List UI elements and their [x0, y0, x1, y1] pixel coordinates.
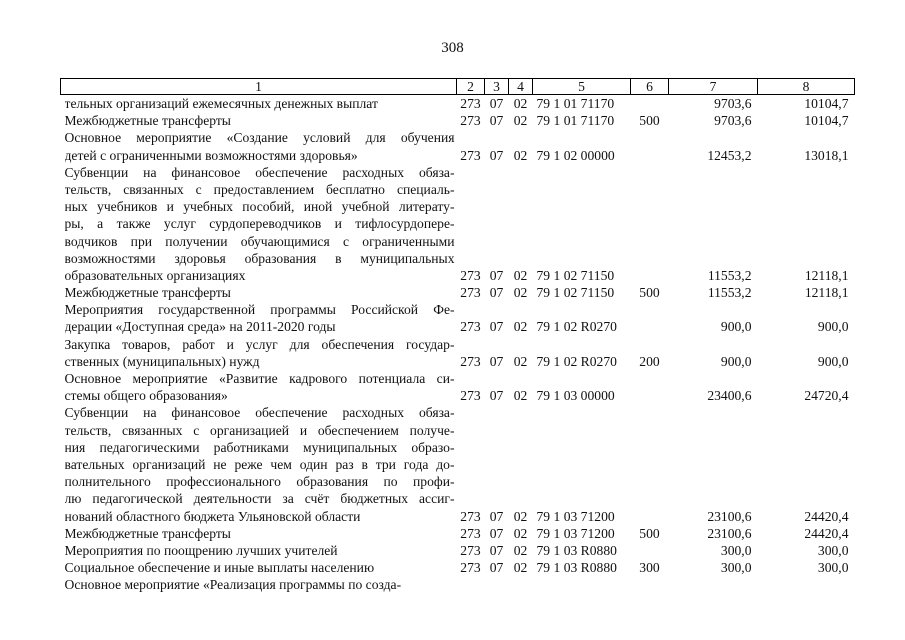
chapter-code: 273 [460, 267, 481, 283]
amount-col8 [758, 576, 855, 593]
row-description [61, 525, 457, 542]
target-article-code: 79 1 03 R0880 [536, 542, 617, 558]
table-row [61, 404, 855, 524]
target-article-code: 79 1 01 71170 [536, 96, 615, 111]
row-description [61, 404, 457, 524]
row-description [61, 559, 457, 576]
header-cell: 6 [631, 79, 669, 95]
expense-type-code [631, 301, 669, 335]
description-line: стемы общего образования» [64, 388, 228, 404]
table-body [61, 95, 855, 594]
amount-col8: 12118,1 [804, 267, 849, 283]
section-code: 07 [489, 560, 504, 576]
expense-type-code [631, 129, 669, 163]
header-cell: 4 [509, 79, 533, 95]
description-line: ния педагогическими работниками муниципальных образо- [64, 439, 455, 455]
amount-col7: 23100,6 [707, 525, 752, 541]
description-line: Субвенции на финансовое обеспечение расходных обяза- [64, 164, 455, 180]
chapter-code: 273 [460, 319, 481, 335]
expense-type-code [631, 404, 669, 524]
amount-col7: 23400,6 [707, 388, 752, 404]
amount-col8: 10104,7 [804, 113, 849, 129]
table-row [61, 525, 855, 542]
header-cell: 2 [457, 79, 485, 95]
description-line: полнительного профессионального образования по профи- [64, 474, 455, 490]
target-article-code: 79 1 03 R0880 [536, 560, 617, 576]
table-row [61, 112, 855, 129]
subsection-code: 02 [513, 113, 528, 129]
page-number: 308 [441, 40, 464, 56]
description-line: Межбюджетные трансферты [64, 285, 231, 301]
table-row [61, 542, 855, 559]
amount-col7: 11553,2 [707, 285, 752, 301]
section-code: 07 [489, 285, 504, 301]
table-row [61, 95, 855, 113]
table-row [61, 301, 855, 335]
header-cell: 3 [485, 79, 509, 95]
amount-col8: 900,0 [817, 319, 849, 335]
subsection-code: 02 [513, 560, 528, 576]
expense-type-code: 500 [639, 285, 660, 301]
header-cell: 5 [533, 79, 631, 95]
section-code: 07 [489, 113, 504, 129]
section-code: 07 [489, 319, 504, 335]
description-line: водчиков при получении обучающимися с ограниченными [64, 233, 455, 249]
table-row [61, 559, 855, 576]
row-description [61, 112, 457, 129]
amount-col7: 900,0 [720, 353, 752, 369]
amount-col7: 9703,6 [714, 96, 752, 111]
description-line: Основное мероприятие «Реализация программы по созда- [64, 577, 402, 593]
description-line: лю педагогической деятельности за счёт бюджетных ассиг- [64, 491, 455, 507]
description-line: дерации «Доступная среда» на 2011-2020 годы [64, 319, 336, 335]
expense-type-code [631, 164, 669, 284]
header-cell: 8 [758, 79, 855, 95]
chapter-code: 273 [460, 508, 481, 524]
section-code: 07 [489, 525, 504, 541]
target-article-code: 79 1 03 71200 [536, 508, 615, 524]
expense-type-code [631, 95, 669, 113]
amount-col8: 24420,4 [804, 525, 849, 541]
subsection-code: 02 [513, 542, 528, 558]
description-line: Основное мероприятие «Создание условий для обучения [64, 130, 455, 146]
description-line: Закупка товаров, работ и услуг для обеспечения государ- [64, 336, 455, 352]
description-line: ственных (муниципальных) нужд [64, 353, 260, 369]
expense-type-code [631, 576, 669, 593]
chapter-code [457, 576, 485, 593]
amount-col7 [669, 576, 758, 593]
subsection-code: 02 [513, 353, 528, 369]
amount-col8: 13018,1 [804, 147, 849, 163]
subsection-code: 02 [513, 147, 528, 163]
target-article-code: 79 1 02 71150 [536, 267, 615, 283]
table-row [61, 336, 855, 370]
table-row [61, 370, 855, 404]
subsection-code: 02 [513, 508, 528, 524]
header-cell: 7 [669, 79, 758, 95]
description-line: Субвенции на финансовое обеспечение расходных обяза- [64, 405, 455, 421]
target-article-code: 79 1 02 71150 [536, 285, 615, 301]
section-code: 07 [489, 388, 504, 404]
description-line: Социальное обеспечение и иные выплаты населению [64, 560, 375, 576]
expense-type-code [631, 370, 669, 404]
target-article-code: 79 1 03 00000 [536, 388, 615, 404]
description-line: образовательных организациях [64, 267, 246, 283]
amount-col8: 24720,4 [804, 388, 849, 404]
description-line: Мероприятия по поощрению лучших учителей [64, 542, 338, 558]
amount-col8: 12118,1 [804, 285, 849, 301]
subsection-code [509, 576, 533, 593]
description-line: ных учебников и учебных пособий, иной учебной литерату- [64, 199, 455, 215]
row-description [61, 370, 457, 404]
expense-type-code [631, 542, 669, 559]
section-code [485, 576, 509, 593]
description-line: Основное мероприятие «Развитие кадрового потенциала си- [64, 371, 455, 387]
section-code: 07 [489, 542, 504, 558]
target-article-code: 79 1 03 71200 [536, 525, 615, 541]
row-description [61, 284, 457, 301]
row-description [61, 336, 457, 370]
description-line: тельных организаций ежемесячных денежных выплат [64, 96, 378, 112]
description-line: нований областного бюджета Ульяновской области [64, 508, 361, 524]
subsection-code: 02 [513, 285, 528, 301]
expense-type-code: 300 [639, 560, 660, 576]
table-row [61, 576, 855, 593]
amount-col7: 23100,6 [707, 508, 752, 524]
chapter-code: 273 [460, 560, 481, 576]
amount-col7: 300,0 [720, 542, 752, 558]
amount-col7: 9703,6 [714, 113, 752, 129]
amount-col8: 10104,7 [804, 96, 849, 111]
chapter-code: 273 [460, 525, 481, 541]
table-row [61, 129, 855, 163]
row-description [61, 542, 457, 559]
section-code: 07 [489, 267, 504, 283]
target-article-code: 79 1 01 71170 [536, 113, 615, 129]
amount-col8: 300,0 [817, 542, 849, 558]
subsection-code: 02 [513, 96, 528, 111]
amount-col7: 300,0 [720, 560, 752, 576]
description-line: вательных организаций не реже чем один раз в три года до- [64, 456, 455, 472]
subsection-code: 02 [513, 525, 528, 541]
subsection-code: 02 [513, 388, 528, 404]
row-description [61, 301, 457, 335]
table-header-row [61, 79, 855, 95]
chapter-code: 273 [460, 285, 481, 301]
description-line: Межбюджетные трансферты [64, 525, 231, 541]
row-description [61, 164, 457, 284]
expense-type-code: 200 [639, 353, 660, 369]
section-code: 07 [489, 96, 504, 111]
chapter-code: 273 [460, 542, 481, 558]
row-description [61, 576, 457, 593]
amount-col8: 300,0 [817, 560, 849, 576]
description-line: детей с ограниченными возможностями здоровья» [64, 147, 358, 163]
header-cell: 1 [61, 79, 457, 95]
budget-table [60, 78, 855, 594]
table-row [61, 164, 855, 284]
section-code: 07 [489, 147, 504, 163]
amount-col7: 900,0 [720, 319, 752, 335]
target-article-code: 79 1 02 R0270 [536, 319, 617, 335]
amount-col8: 900,0 [817, 353, 849, 369]
description-line: ры, а также услуг сурдопереводчиков и тифлосурдопере- [64, 216, 455, 232]
target-article-code: 79 1 02 R0270 [536, 353, 617, 369]
chapter-code: 273 [460, 96, 481, 111]
expense-type-code: 500 [639, 525, 660, 541]
amount-col7: 11553,2 [707, 267, 752, 283]
description-line: Мероприятия государственной программы Российской Фе- [64, 302, 455, 318]
chapter-code: 273 [460, 353, 481, 369]
target-article-code [533, 576, 631, 593]
chapter-code: 273 [460, 113, 481, 129]
expense-type-code: 500 [639, 113, 660, 129]
amount-col7: 12453,2 [707, 147, 752, 163]
row-description [61, 95, 457, 113]
chapter-code: 273 [460, 388, 481, 404]
amount-col8: 24420,4 [804, 508, 849, 524]
section-code: 07 [489, 508, 504, 524]
table-row [61, 284, 855, 301]
subsection-code: 02 [513, 319, 528, 335]
target-article-code: 79 1 02 00000 [536, 147, 615, 163]
subsection-code: 02 [513, 267, 528, 283]
section-code: 07 [489, 353, 504, 369]
chapter-code: 273 [460, 147, 481, 163]
description-line: тельств, связанных с предоставлением бесплатно специаль- [64, 181, 455, 197]
description-line: Межбюджетные трансферты [64, 113, 231, 129]
description-line: возможностями здоровья образования в муниципальных [64, 250, 455, 266]
row-description [61, 129, 457, 163]
description-line: тельств, связанных с организацией и обеспечением получе- [64, 422, 455, 438]
